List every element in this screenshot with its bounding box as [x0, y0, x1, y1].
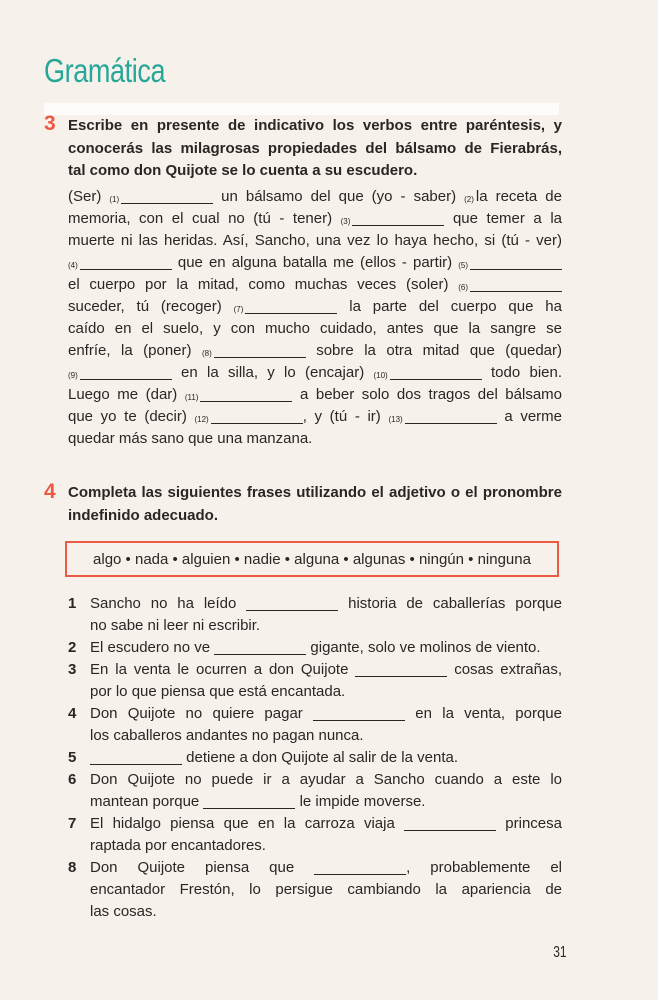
text: no sabe ni leer ni escribir.	[90, 617, 261, 634]
exercise-item	[68, 769, 562, 813]
text: En la venta le ocurren a don Quijote	[90, 661, 356, 678]
fill-in-blank[interactable]	[405, 410, 497, 424]
text-line	[68, 384, 562, 406]
instruction-line: Completa las siguientes frases utilizando el adjetivo o el pronombre	[68, 484, 562, 501]
item-number: 4	[68, 705, 77, 722]
text-line	[90, 747, 562, 769]
text-line	[68, 428, 562, 450]
text: Don Quijote no puede ir a ayudar a Sancho cuando a este lo	[90, 771, 562, 788]
text-line	[90, 769, 562, 791]
text: detiene a don Quijote al salir de la venta.	[182, 749, 459, 766]
text-line	[90, 681, 562, 703]
text: la parte del cuerpo que ha	[337, 298, 562, 315]
text: quedar más sano que una manzana.	[68, 430, 313, 447]
fill-in-blank[interactable]	[211, 410, 303, 424]
text: (Ser)	[68, 188, 110, 205]
fill-in-blank[interactable]	[214, 344, 306, 358]
text-line	[68, 406, 562, 428]
text: Sancho no ha leído	[90, 595, 247, 612]
text: raptada por encantadores.	[90, 837, 266, 854]
exercise-item	[68, 593, 562, 637]
blank-number: (11)	[184, 393, 199, 402]
item-number: 2	[68, 639, 77, 656]
text-line	[68, 362, 562, 384]
text: caído en el suelo, y con mucho cuidado, antes que la sangre se	[68, 320, 562, 337]
text-line	[90, 791, 562, 813]
text: Don Quijote piensa que	[90, 859, 315, 876]
text: a verme	[496, 408, 562, 425]
text-line	[90, 857, 562, 879]
text: mantean porque	[90, 793, 204, 810]
fill-in-blank[interactable]	[80, 256, 172, 270]
text: Luego me (dar)	[68, 386, 185, 403]
text: en la silla, y lo (encajar)	[171, 364, 374, 381]
exercise-item	[68, 637, 562, 659]
text: El hidalgo piensa que en la carroza viaja	[90, 815, 405, 832]
text-line	[68, 274, 562, 296]
exercise-item	[68, 813, 562, 857]
blank-number: (10)	[373, 371, 388, 380]
text: la receta de	[475, 188, 562, 205]
text: por lo que piensa que está encantada.	[90, 683, 346, 700]
text: enfríe, la (poner)	[68, 342, 202, 359]
text: , probablemente el	[406, 859, 562, 876]
blank-number: (9)	[68, 371, 78, 380]
text: muerte ni las heridas. Así, Sancho, una vez lo haya hecho, si (tú - ver)	[68, 232, 562, 249]
item-number: 1	[68, 595, 77, 612]
text: princesa	[496, 815, 562, 832]
text: las cosas.	[90, 903, 157, 920]
text-line	[90, 615, 562, 637]
section-title: Gramática	[44, 52, 166, 89]
exercise-4-items	[68, 593, 562, 923]
fill-in-blank[interactable]	[90, 751, 182, 765]
text: que yo te (decir)	[68, 408, 195, 425]
text-line	[90, 835, 562, 857]
fill-in-blank[interactable]	[404, 817, 496, 831]
text: gigante, solo ve molinos de viento.	[306, 639, 541, 656]
exercise-item	[68, 659, 562, 703]
exercise-3-instruction	[68, 115, 562, 183]
fill-in-blank[interactable]	[245, 300, 337, 314]
text: a beber solo dos tragos del bálsamo	[292, 386, 562, 403]
blank-number: (4)	[68, 261, 78, 270]
text-line	[68, 318, 562, 340]
blank-number: (7)	[233, 305, 244, 314]
text: El escudero no ve	[90, 639, 215, 656]
instruction-line: conocerás las milagrosas propiedades del bálsamo de Fierabrás,	[68, 139, 562, 157]
text-line	[90, 637, 562, 659]
item-number: 5	[68, 749, 77, 766]
text-line	[68, 252, 562, 274]
blank-number: (2)	[464, 195, 474, 204]
fill-in-blank[interactable]	[121, 190, 213, 204]
text-line	[90, 703, 562, 725]
text: los caballeros andantes no pagan nunca.	[90, 727, 364, 744]
text-line	[68, 340, 562, 362]
text-line	[90, 593, 562, 615]
text: que en alguna batalla me (ellos - partir)	[171, 254, 459, 271]
text: cosas extrañas,	[447, 661, 562, 678]
fill-in-blank[interactable]	[352, 212, 444, 226]
exercise-4-instruction	[68, 482, 562, 527]
exercise-3-text	[68, 186, 562, 450]
fill-in-blank[interactable]	[214, 641, 306, 655]
text-line	[90, 901, 562, 923]
text-line	[90, 879, 562, 901]
text: el cuerpo por la mitad, como muchas veces (soler)	[68, 276, 459, 293]
fill-in-blank[interactable]	[314, 861, 406, 875]
fill-in-blank[interactable]	[80, 366, 172, 380]
word-bank: algo • nada • alguien • nadie • alguna • algunas • ningún • ninguna	[65, 541, 559, 577]
fill-in-blank[interactable]	[470, 278, 562, 292]
item-number: 7	[68, 815, 77, 832]
blank-number: (13)	[388, 415, 403, 424]
text: le impide moverse.	[295, 793, 426, 810]
fill-in-blank[interactable]	[203, 795, 295, 809]
text-line	[68, 296, 562, 318]
blank-number: (8)	[201, 349, 212, 358]
fill-in-blank[interactable]	[246, 597, 338, 611]
fill-in-blank[interactable]	[200, 388, 292, 402]
blank-number: (6)	[458, 283, 468, 292]
exercise-3-number: 3	[44, 112, 56, 135]
exercise-item	[68, 703, 562, 747]
text: sobre la otra mitad que (quedar)	[305, 342, 562, 359]
page-number: 31	[553, 944, 567, 961]
fill-in-blank[interactable]	[470, 256, 562, 270]
text: un bálsamo del que (yo - saber)	[213, 188, 465, 205]
text: historia de caballerías porque	[338, 595, 562, 612]
item-number: 8	[68, 859, 77, 876]
blank-number: (1)	[109, 195, 120, 204]
fill-in-blank[interactable]	[313, 707, 405, 721]
text-line	[90, 659, 562, 681]
exercise-4-number: 4	[44, 480, 56, 503]
text: todo bien.	[481, 364, 562, 381]
instruction-line: Escribe en presente de indicativo los verbos entre paréntesis, y	[68, 117, 562, 134]
text: , y (tú - ir)	[302, 408, 389, 425]
item-number: 3	[68, 661, 77, 678]
instruction-line: tal como don Quijote se lo cuenta a su escudero.	[68, 162, 418, 179]
text: memoria, con el cual no (tú - tener)	[68, 210, 341, 227]
text-line	[90, 725, 562, 747]
fill-in-blank[interactable]	[390, 366, 482, 380]
item-number: 6	[68, 771, 77, 788]
title-band	[44, 103, 559, 115]
text: en la venta, porque	[405, 705, 562, 722]
text-line	[68, 230, 562, 252]
text-line	[90, 813, 562, 835]
text: Don Quijote no quiere pagar	[90, 705, 314, 722]
text: que temer a la	[444, 210, 562, 227]
text: suceder, tú (recoger)	[68, 298, 234, 315]
text-line	[68, 208, 562, 230]
blank-number: (12)	[194, 415, 209, 424]
text: encantador Frestón, lo persigue cambiando la apariencia de	[90, 881, 562, 898]
blank-number: (3)	[340, 217, 351, 226]
blank-number: (5)	[458, 261, 468, 270]
instruction-line: indefinido adecuado.	[68, 506, 219, 524]
exercise-item	[68, 857, 562, 923]
fill-in-blank[interactable]	[355, 663, 447, 677]
exercise-item	[68, 747, 562, 769]
text-line	[68, 186, 562, 208]
